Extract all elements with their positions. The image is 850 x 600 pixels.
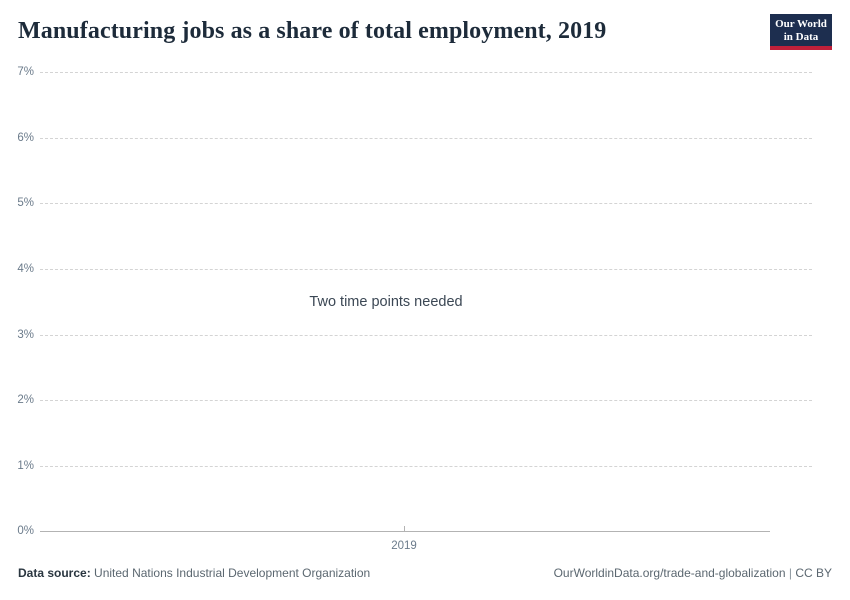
chart-footer — [18, 566, 832, 582]
page-title: Manufacturing jobs as a share of total employment, 2019 — [18, 18, 607, 44]
footer-separator: | — [788, 566, 792, 580]
logo-line-1: Our World — [775, 18, 827, 30]
y-axis-tick-6: 6% — [17, 132, 34, 144]
gridline-1 — [40, 466, 812, 467]
y-axis-tick-2: 2% — [17, 394, 34, 406]
y-axis-tick-1: 1% — [17, 460, 34, 472]
gridline-4 — [40, 269, 812, 270]
owid-logo[interactable] — [770, 14, 832, 50]
gridline-6 — [40, 138, 812, 139]
gridline-3 — [40, 335, 812, 336]
data-source-value: United Nations Industrial Development Organization — [94, 566, 371, 580]
x-axis-tick-2019: 2019 — [391, 540, 417, 552]
owid-url[interactable]: OurWorldinData.org/trade-and-globalization — [553, 566, 786, 580]
y-axis-tick-5: 5% — [17, 197, 34, 209]
x-axis-line — [40, 531, 770, 532]
logo-line-2: in Data — [783, 31, 819, 43]
data-source-label: Data source: — [18, 566, 91, 580]
gridline-5 — [40, 203, 812, 204]
y-axis-tick-0: 0% — [17, 525, 34, 537]
license-link[interactable]: CC BY — [795, 566, 832, 580]
plot-area — [17, 66, 812, 552]
footer-links — [554, 566, 832, 580]
y-axis-tick-3: 3% — [17, 329, 34, 341]
no-data-message: Two time points needed — [309, 294, 463, 310]
gridline-7 — [40, 72, 812, 73]
gridline-2 — [40, 400, 812, 401]
data-source — [18, 566, 370, 580]
y-axis-tick-4: 4% — [17, 263, 34, 275]
x-axis-tick-mark — [404, 526, 405, 531]
y-axis-tick-7: 7% — [17, 66, 34, 78]
